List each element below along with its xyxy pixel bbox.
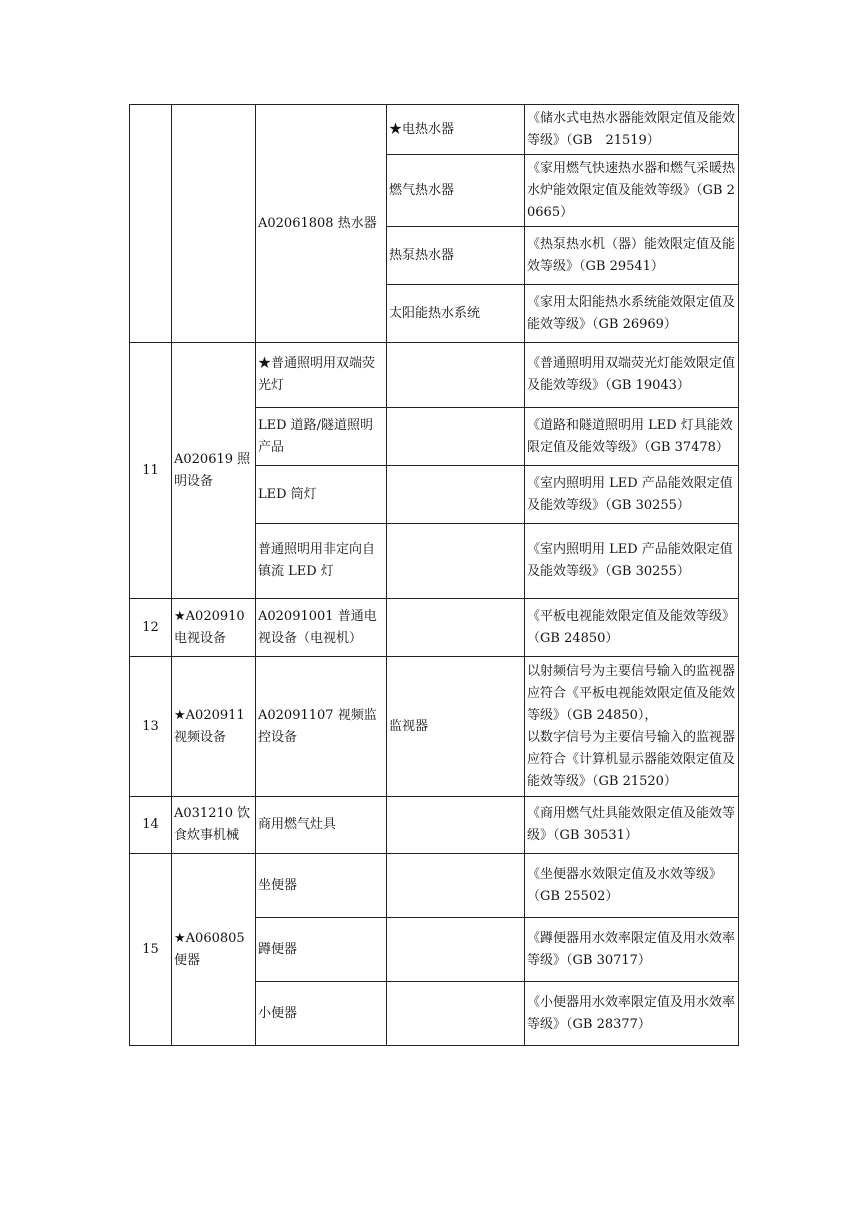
cell-product: 蹲便器: [256, 918, 387, 982]
cell-num-empty: [130, 105, 172, 343]
cell-category: ★A060805 便器: [172, 854, 256, 1046]
cell-sub: 热泵热水器: [387, 227, 525, 285]
cell-product: A02091107 视频监控设备: [256, 657, 387, 797]
cell-sub-empty: [387, 408, 525, 466]
cell-num: 14: [130, 797, 172, 854]
cell-category-empty: [172, 105, 256, 343]
cell-sub-empty: [387, 982, 525, 1046]
cell-sub: ★电热水器: [387, 105, 525, 155]
cell-standard: 《热泵热水机（器）能效限定值及能效等级》（GB 29541）: [525, 227, 739, 285]
cell-sub-empty: [387, 524, 525, 599]
cell-num: 11: [130, 343, 172, 599]
cell-product: A02091001 普通电视设备（电视机）: [256, 599, 387, 657]
table-row: [130, 599, 739, 657]
cell-product: 普通照明用非定向自镇流 LED 灯: [256, 524, 387, 599]
cell-standard: 《室内照明用 LED 产品能效限定值及能效等级》（GB 30255）: [525, 466, 739, 524]
cell-standard: 《蹲便器用水效率限定值及用水效率等级》（GB 30717）: [525, 918, 739, 982]
cell-sub-empty: [387, 466, 525, 524]
cell-category: A020619 照明设备: [172, 343, 256, 599]
cell-sub: 太阳能热水系统: [387, 285, 525, 343]
cell-standard: 《小便器用水效率限定值及用水效率等级》（GB 28377）: [525, 982, 739, 1046]
cell-standard: [525, 657, 739, 797]
cell-standard: 《家用太阳能热水系统能效限定值及能效等级》（GB 26969）: [525, 285, 739, 343]
table-row: [130, 854, 739, 918]
cell-category: A031210 饮食炊事机械: [172, 797, 256, 854]
table-row: [130, 105, 739, 155]
cell-product: 商用燃气灶具: [256, 797, 387, 854]
cell-standard: 《道路和隧道照明用 LED 灯具能效限定值及能效等级》（GB 37478）: [525, 408, 739, 466]
cell-sub-empty: [387, 343, 525, 408]
table-row: [130, 343, 739, 408]
cell-num: 15: [130, 854, 172, 1046]
cell-standard: 《储水式电热水器能效限定值及能效等级》（GB 21519）: [525, 105, 739, 155]
standard-line-1: 以射频信号为主要信号输入的监视器应符合《平板电视能效限定值及能效等级》（GB 24850），: [527, 663, 736, 723]
cell-standard: 《平板电视能效限定值及能效等级》（GB 24850）: [525, 599, 739, 657]
cell-sub-empty: [387, 599, 525, 657]
cell-product: LED 道路/隧道照明产品: [256, 408, 387, 466]
cell-num: 12: [130, 599, 172, 657]
cell-category: ★A020911 视频设备: [172, 657, 256, 797]
cell-standard: 《商用燃气灶具能效限定值及能效等级》（GB 30531）: [525, 797, 739, 854]
cell-sub-empty: [387, 918, 525, 982]
cell-standard: 《室内照明用 LED 产品能效限定值及能效等级》（GB 30255）: [525, 524, 739, 599]
standards-table: [129, 104, 739, 1046]
cell-sub-empty: [387, 797, 525, 854]
cell-standard: 《坐便器水效限定值及水效等级》（GB 25502）: [525, 854, 739, 918]
cell-num: 13: [130, 657, 172, 797]
cell-standard: 《家用燃气快速热水器和燃气采暖热水炉能效限定值及能效等级》（GB 20665）: [525, 155, 739, 227]
cell-product: 坐便器: [256, 854, 387, 918]
table-row: [130, 657, 739, 797]
table-row: [130, 797, 739, 854]
cell-product: A02061808 热水器: [256, 105, 387, 343]
cell-sub-empty: [387, 854, 525, 918]
cell-standard: 《普通照明用双端荧光灯能效限定值及能效等级》（GB 19043）: [525, 343, 739, 408]
standard-line-2: 以数字信号为主要信号输入的监视器应符合《计算机显示器能效限定值及能效等级》（GB 21520）: [527, 729, 736, 789]
cell-product: ★普通照明用双端荧光灯: [256, 343, 387, 408]
cell-sub: 燃气热水器: [387, 155, 525, 227]
cell-product: 小便器: [256, 982, 387, 1046]
cell-product: LED 筒灯: [256, 466, 387, 524]
cell-category: ★A020910 电视设备: [172, 599, 256, 657]
cell-sub: 监视器: [387, 657, 525, 797]
